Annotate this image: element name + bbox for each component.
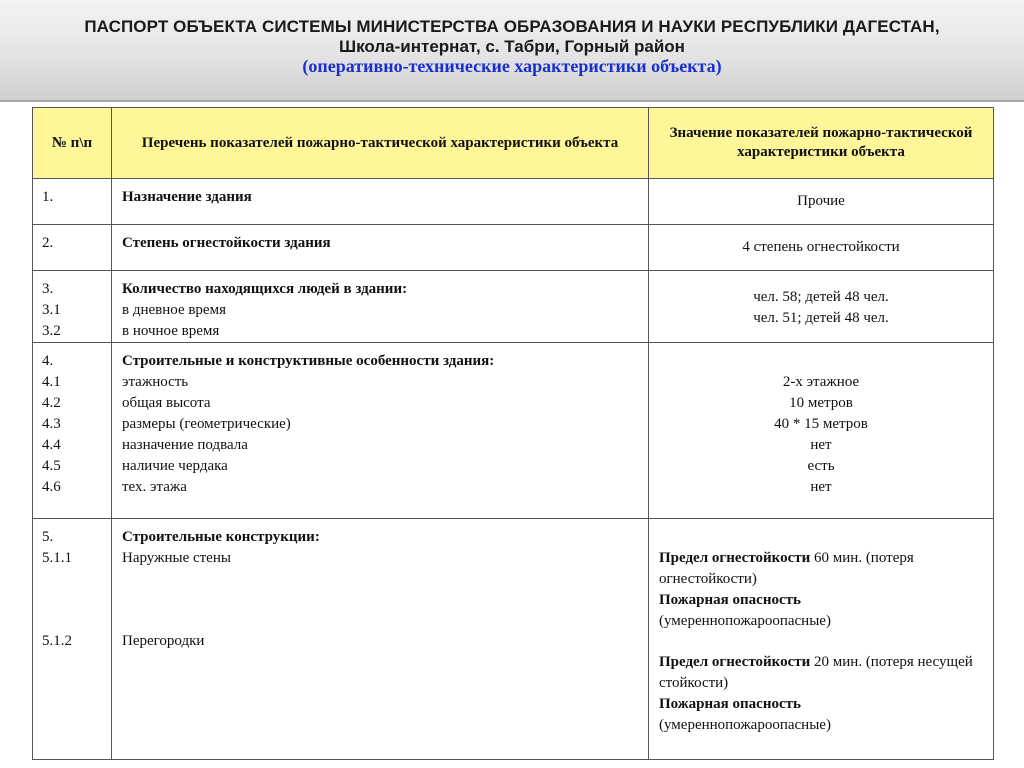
row-indicator: Назначение здания xyxy=(112,179,649,225)
row-value: чел. 58; детей 48 чел. чел. 51; детей 48 чел. xyxy=(649,271,994,343)
row-indicator: Степень огнестойкости здания xyxy=(112,225,649,271)
header-subtitle: Школа-интернат, с. Табри, Горный район xyxy=(339,37,685,56)
table-row xyxy=(33,343,994,519)
row-number: 1. xyxy=(33,179,112,225)
table-row xyxy=(33,271,994,343)
row-indicator: Строительные конструкции: Наружные стены Перегородки xyxy=(112,519,649,760)
table-row xyxy=(33,179,994,225)
row-value: 2-х этажное 10 метров 40 * 15 метров нет есть нет xyxy=(649,343,994,519)
row-indicator: Количество находящихся людей в здании: в дневное время в ночное время xyxy=(112,271,649,343)
walls-fire-danger: Пожарная опасность (умереннопожароопасные) xyxy=(659,592,831,629)
row-number: 3. 3.1 3.2 xyxy=(33,271,112,343)
table-row xyxy=(33,519,994,760)
slide-header xyxy=(0,0,1024,102)
column-header-num: № п\п xyxy=(33,108,112,179)
partitions-fire-danger: Пожарная опасность (умереннопожароопасные) xyxy=(659,696,831,733)
column-header-indicator: Перечень показателей пожарно-тактической характеристики объекта xyxy=(112,108,649,179)
row-number: 4. 4.1 4.2 4.3 4.4 4.5 4.6 xyxy=(33,343,112,519)
row-indicator: Строительные и конструктивные особенности здания: этажность общая высота размеры (геометрические) назначение подвала наличие чердака тех. этажа xyxy=(112,343,649,519)
row-value: Прочие xyxy=(649,179,994,225)
header-title: ПАСПОРТ ОБЪЕКТА СИСТЕМЫ МИНИСТЕРСТВА ОБРАЗОВАНИЯ И НАУКИ РЕСПУБЛИКИ ДАГЕСТАН, xyxy=(84,17,940,36)
column-header-value: Значение показателей пожарно-тактической характеристики объекта xyxy=(649,108,994,179)
table-header-row xyxy=(33,108,994,179)
row-value xyxy=(649,519,994,760)
row-number: 5. 5.1.1 5.1.2 xyxy=(33,519,112,760)
row-value: 4 степень огнестойкости xyxy=(649,225,994,271)
passport-table xyxy=(32,107,994,760)
header-caption: (оперативно-технические характеристики объекта) xyxy=(302,56,722,76)
walls-fire-limit: Предел огнестойкости 60 мин. (потеря огнестойкости) xyxy=(659,550,914,587)
partitions-fire-limit: Предел огнестойкости 20 мин. (потеря несущей стойкости) xyxy=(659,654,973,691)
table-row xyxy=(33,225,994,271)
row-number: 2. xyxy=(33,225,112,271)
